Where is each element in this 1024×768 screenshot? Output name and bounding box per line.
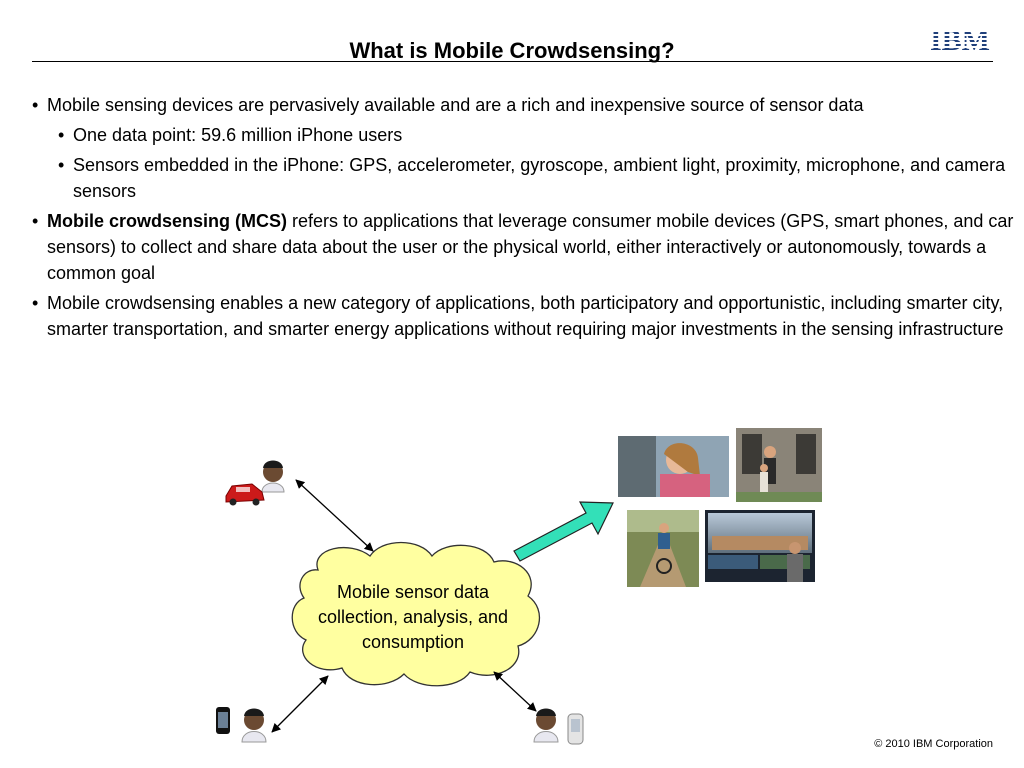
output-arrow	[514, 502, 613, 561]
bullet-text: One data point: 59.6 million iPhone users	[73, 125, 403, 145]
bullet-text: refers to applications that leverage consumer mobile devices (GPS, smart phones, and car sensors) to collect and share data about the user or the physical world, either interactively or autonomously, towards a common goal	[47, 211, 1014, 283]
photo-woman-driving	[618, 436, 729, 497]
bullet-dot: •	[32, 211, 39, 231]
copyright-footer: © 2010 IBM Corporation	[874, 738, 993, 750]
bullet-bold-term: Mobile crowdsensing (MCS)	[47, 211, 288, 231]
smartphone-icon	[568, 714, 583, 744]
bullet-dot: •	[58, 155, 65, 175]
bullet-text: Sensors embedded in the iPhone: GPS, accelerometer, gyroscope, ambient light, proximity, microphone, and camera sensors	[73, 155, 1006, 201]
cloud-label: Mobile sensor data collection, analysis, and consumption	[317, 582, 509, 652]
iphone-icon	[216, 707, 230, 734]
bullet-text: Mobile sensing devices are pervasively available and are a rich and inexpensive source of sensor data	[47, 95, 864, 115]
bullet-text: Mobile crowdsensing enables a new category of applications, both participatory and opportunistic, including smarter city, smarter transportation, and smarter energy applications without requiring major investments in the sensing infrastructure	[47, 293, 1004, 339]
user-icon-car	[262, 461, 284, 493]
car-icon	[226, 484, 264, 506]
photo-city-operations-center	[705, 510, 815, 582]
slide-title: What is Mobile Crowdsensing?	[349, 38, 675, 63]
user-icon-phone	[534, 709, 558, 743]
bullet-dot: •	[58, 125, 65, 145]
bullet-dot: •	[32, 293, 39, 313]
photo-family-at-home	[736, 428, 822, 502]
link-arrow-phone-user	[494, 672, 536, 711]
photo-cyclist	[627, 510, 699, 587]
link-arrow-iphone-user	[272, 676, 328, 732]
ibm-logo-text: IBM	[930, 24, 990, 54]
link-arrow-car-user	[296, 480, 373, 551]
user-icon-iphone	[242, 709, 266, 743]
bullet-dot: •	[32, 95, 39, 115]
